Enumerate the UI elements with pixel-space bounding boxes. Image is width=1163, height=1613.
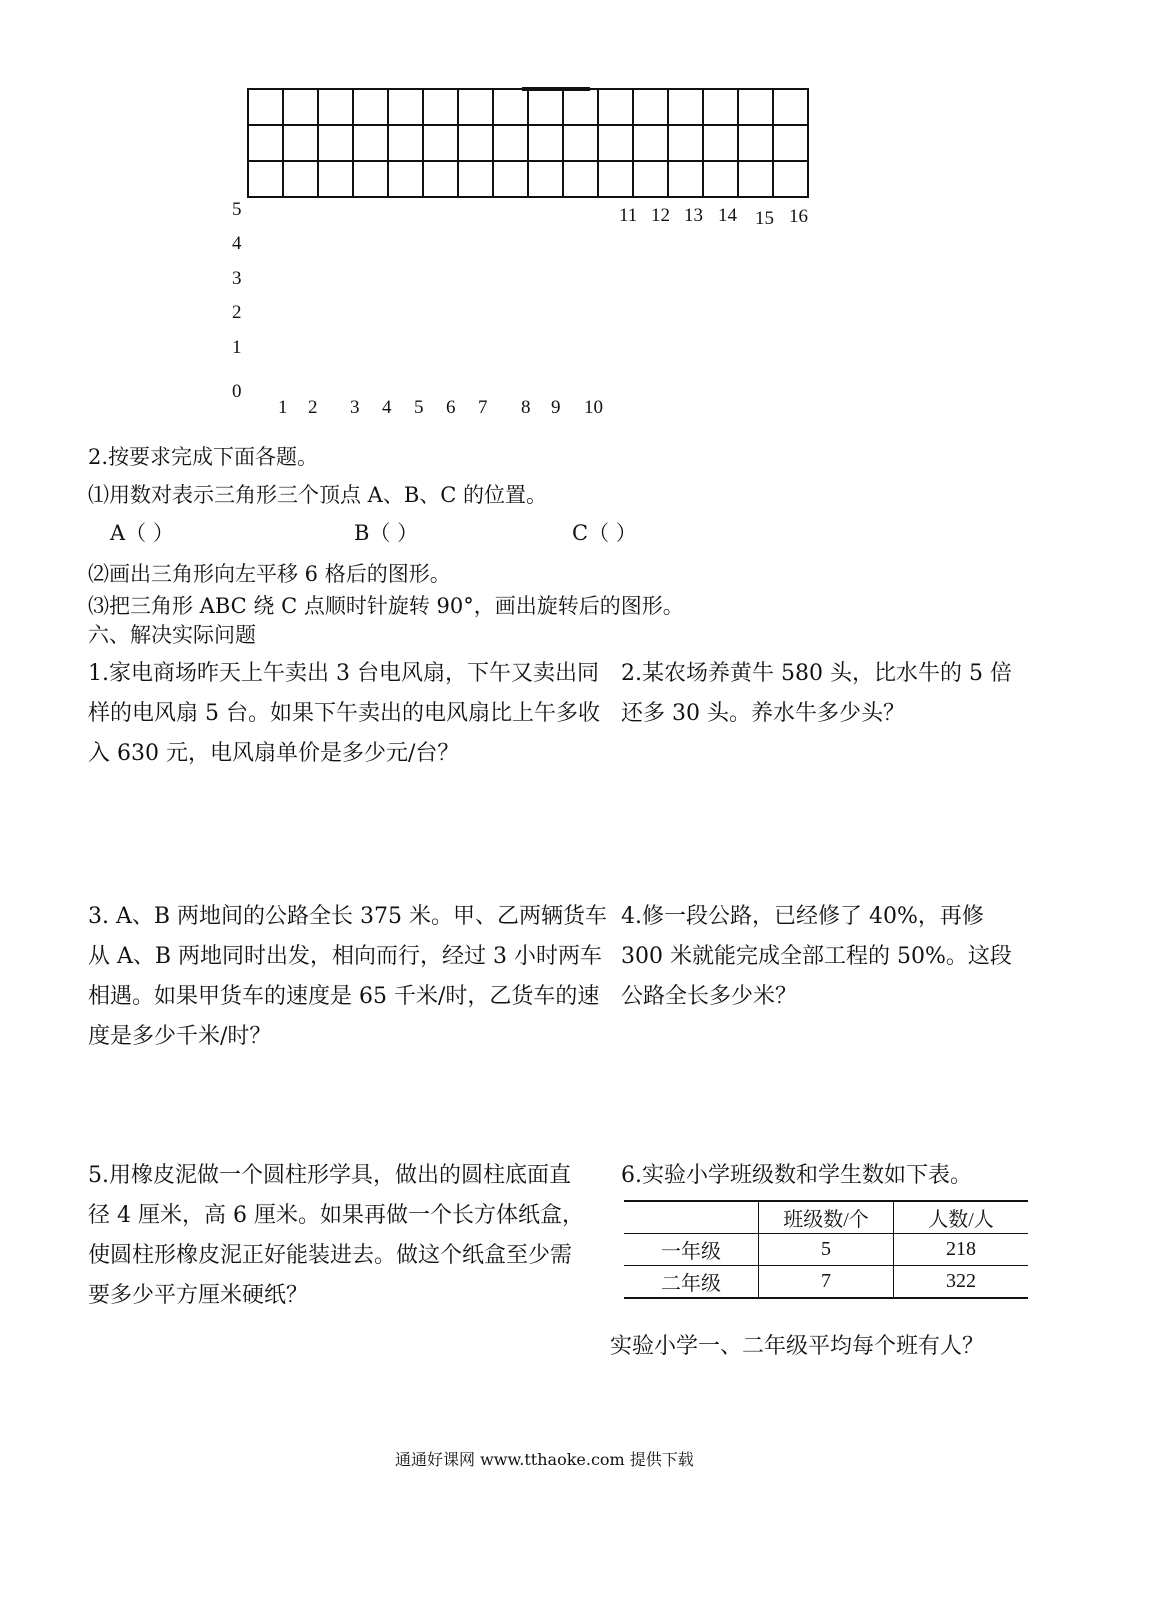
- grid-cell: [388, 125, 423, 161]
- grid-cell: [493, 161, 528, 197]
- problem-2: 2.某农场养黄牛 580 头，比水牛的 5 倍还多 30 头。养水牛多少头？: [621, 661, 1012, 726]
- grid-cell: [353, 161, 388, 197]
- x-axis-tick-label: 4: [382, 397, 392, 418]
- problem-1: 1.家电商场昨天上午卖出 3 台电风扇，下午又卖出同样的电风扇 5 台。如果下午卖出的电风扇比上午多收入 630 元，电风扇单价是多少元/台？: [88, 661, 600, 766]
- table-header-cell: 班级数/个: [759, 1201, 894, 1234]
- grid-cell: [668, 161, 703, 197]
- grid-cell: [528, 89, 563, 125]
- grid-cell: [563, 89, 598, 125]
- table-cell: 218: [894, 1234, 1029, 1266]
- blank-c: C（ ）: [572, 521, 637, 545]
- x-axis-tick-label: 8: [521, 397, 531, 418]
- y-axis-tick-label: 1: [232, 337, 242, 358]
- grid-cell: [318, 89, 353, 125]
- table-row: [624, 1266, 1028, 1299]
- table-cell: 322: [894, 1266, 1029, 1299]
- table-header-cell: 人数/人: [894, 1201, 1029, 1234]
- y-axis-tick-label: 4: [232, 233, 242, 254]
- x-axis-tick-label: 16: [789, 206, 808, 227]
- grid-cell: [703, 161, 738, 197]
- x-axis-tick-label: 5: [414, 397, 424, 418]
- x-axis-tick-label: 7: [478, 397, 488, 418]
- coordinate-grid: [247, 88, 809, 198]
- table-cell: 一年级: [661, 1241, 721, 1263]
- x-axis-tick-label: 14: [718, 205, 737, 226]
- grid-cell: [633, 161, 668, 197]
- section2-title: 2.按要求完成下面各题。: [88, 445, 319, 469]
- grid-cell: [493, 125, 528, 161]
- grid-cell: [458, 161, 493, 197]
- x-axis-tick-label: 15: [755, 208, 774, 229]
- problem-6-question: 实验小学一、二年级平均每个班有人？: [610, 1334, 985, 1359]
- grid-cell: [633, 125, 668, 161]
- problem-6: 6.实验小学班级数和学生数如下表。: [621, 1163, 972, 1188]
- grid-cell: [458, 89, 493, 125]
- blank-b: B（ ）: [354, 521, 419, 545]
- x-axis-tick-label: 2: [308, 397, 318, 418]
- grid-cell: [458, 125, 493, 161]
- y-axis-tick-label: 0: [232, 381, 242, 402]
- x-axis-tick-label: 11: [619, 205, 638, 226]
- y-axis-tick-label: 2: [232, 302, 242, 323]
- table-cell: 7: [759, 1266, 894, 1299]
- section2-sub3: ⑶把三角形 ABC 绕 C 点顺时针旋转 90°，画出旋转后的图形。: [88, 594, 684, 618]
- grid-cell: [738, 161, 773, 197]
- grid-cell: [493, 89, 528, 125]
- grid-cell: [598, 161, 633, 197]
- table-header-cell: [624, 1201, 759, 1234]
- problem-4: 4.修一段公路，已经修了 40%，再修 300 米就能完成全部工程的 50%。这段公路全长多少米？: [621, 904, 1012, 1009]
- grid-cell: [283, 89, 318, 125]
- table-cell: 5: [759, 1234, 894, 1266]
- x-axis-tick-label: 3: [350, 397, 360, 418]
- x-axis-tick-label: 13: [684, 205, 703, 226]
- grid-cell: [703, 125, 738, 161]
- problem-5: 5.用橡皮泥做一个圆柱形学具，做出的圆柱底面直径 4 厘米，高 6 厘米。如果再做一个长方体纸盒，使圆柱形橡皮泥正好能装进去。做这个纸盒至少需要多少平方厘米硬纸？: [88, 1163, 584, 1308]
- footer-credit: 通通好课网 www.tthaoke.com 提供下载: [395, 1450, 694, 1469]
- grid-cell: [668, 125, 703, 161]
- grid-cell: [318, 125, 353, 161]
- grid-cell: [388, 161, 423, 197]
- grid-cell: [598, 125, 633, 161]
- grid-cell: [598, 89, 633, 125]
- x-axis-tick-label: 6: [446, 397, 456, 418]
- grid-cell: [738, 89, 773, 125]
- grid-cell: [283, 125, 318, 161]
- grid-row: [248, 161, 808, 197]
- grid-cell: [353, 125, 388, 161]
- blank-a: A（ ）: [110, 521, 174, 545]
- grid-cell: [563, 161, 598, 197]
- x-axis-tick-label: 1: [278, 397, 288, 418]
- grid-cell: [528, 125, 563, 161]
- grid-row: [248, 89, 808, 125]
- grid-cell: [318, 161, 353, 197]
- section2-sub1: ⑴用数对表示三角形三个顶点 A、B、C 的位置。: [88, 483, 548, 507]
- y-axis-tick-label: 5: [232, 199, 242, 220]
- table-cell: 二年级: [661, 1273, 721, 1295]
- grid-cell: [423, 161, 458, 197]
- grid-cell: [423, 125, 458, 161]
- grid-cell: [388, 89, 423, 125]
- grid-cell: [773, 89, 808, 125]
- grid-cell: [703, 89, 738, 125]
- grid-row: [248, 125, 808, 161]
- grid-cell: [248, 89, 283, 125]
- y-axis-tick-label: 3: [232, 268, 242, 289]
- table-row: [624, 1234, 1028, 1266]
- section6-title: 六、解决实际问题: [88, 623, 256, 647]
- x-axis-tick-label: 10: [584, 397, 603, 418]
- grid-cell: [283, 161, 318, 197]
- section2-sub2: ⑵画出三角形向左平移 6 格后的图形。: [88, 562, 451, 586]
- grid-cell: [563, 125, 598, 161]
- table-header-row: [624, 1201, 1028, 1234]
- grid-cell: [248, 161, 283, 197]
- grid-cell: [633, 89, 668, 125]
- x-axis-tick-label: 9: [551, 397, 561, 418]
- grid-cell: [423, 89, 458, 125]
- grid-cell: [248, 125, 283, 161]
- grid-cell: [773, 161, 808, 197]
- grid-cell: [773, 125, 808, 161]
- problem-3: 3. A、B 两地间的公路全长 375 米。甲、乙两辆货车从 A、B 两地同时出发，相向而行，经过 3 小时两车相遇。如果甲货车的速度是 65 千米/时，乙货车的速度是多少千米/时？: [88, 904, 608, 1049]
- grid-cell: [353, 89, 388, 125]
- grid-highlight-segment: [522, 87, 590, 91]
- class-student-table: [624, 1200, 1028, 1299]
- grid-cell: [738, 125, 773, 161]
- grid-cell: [528, 161, 563, 197]
- x-axis-tick-label: 12: [651, 205, 670, 226]
- grid-cell: [668, 89, 703, 125]
